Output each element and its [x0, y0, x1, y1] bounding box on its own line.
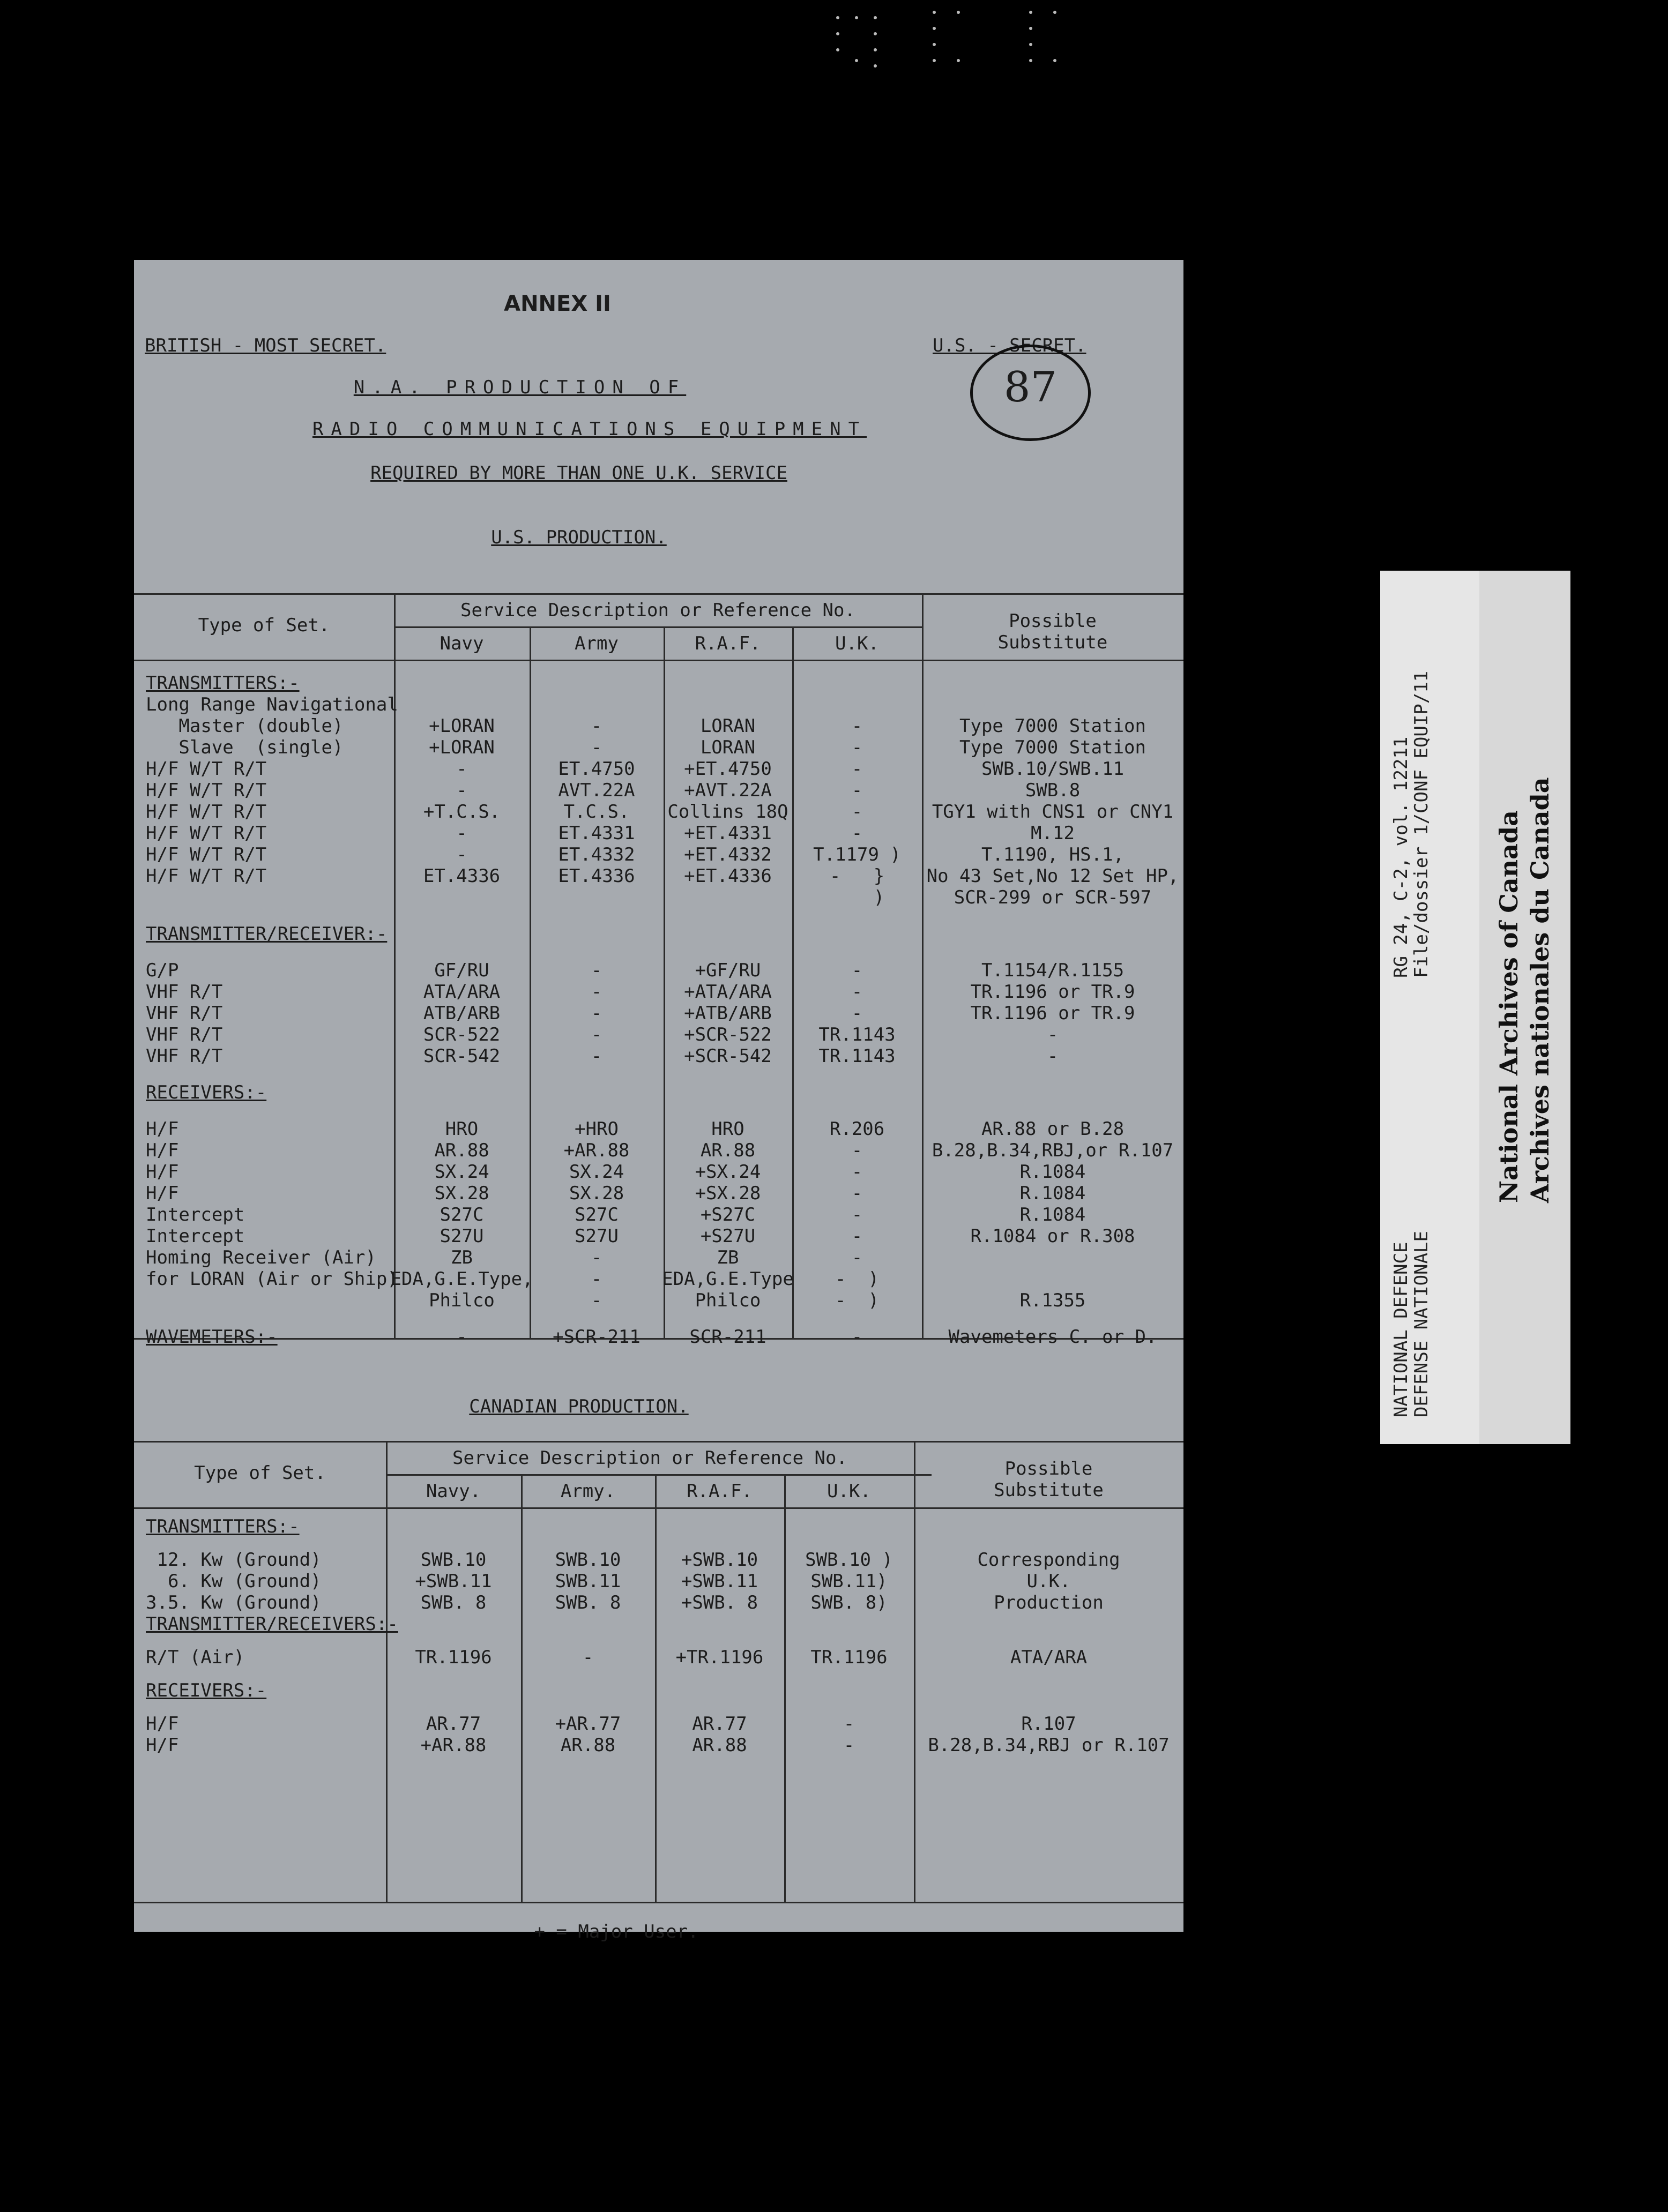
army-cell: -: [591, 1247, 602, 1268]
set-type: H/F: [146, 1183, 179, 1204]
file-dossier-reference: File/dossier 1/CONF EQUIP/11: [1411, 670, 1432, 978]
substitute-cell: -: [1047, 1024, 1059, 1045]
archives-name-french: Archives nationales du Canada: [1525, 777, 1554, 1203]
column-rule: [521, 1474, 523, 1902]
set-type: H/F: [146, 1118, 179, 1140]
substitute-cell: Wavemeters C. or D.: [948, 1326, 1157, 1348]
header-substitute: Substitute: [997, 632, 1108, 653]
header-type-of-set: Type of Set.: [198, 615, 330, 636]
set-type: H/F W/T R/T: [146, 758, 267, 780]
set-type: 6. Kw (Ground): [146, 1571, 322, 1592]
raf-cell: +TR.1196: [675, 1647, 764, 1668]
army-cell: -: [591, 737, 602, 758]
army-cell: SWB.11: [555, 1571, 621, 1592]
set-type: H/F: [146, 1161, 179, 1183]
substitute-cell: TR.1196 or TR.9: [970, 981, 1135, 1003]
set-type: H/F: [146, 1713, 179, 1735]
set-type: Long Range Navigational: [146, 694, 398, 715]
army-cell: +HRO: [575, 1118, 619, 1140]
uk-cell: SWB. 8): [810, 1592, 888, 1613]
raf-cell: +SWB.11: [681, 1571, 758, 1592]
raf-cell: +ET.4331: [684, 823, 772, 844]
section-label: TRANSMITTER/RECEIVERS:-: [146, 1613, 398, 1635]
set-type: 12. Kw (Ground): [146, 1549, 322, 1571]
uk-cell: -: [851, 758, 863, 780]
navy-cell: -: [456, 823, 467, 844]
navy-cell: -: [456, 844, 467, 865]
substitute-cell: SWB.10/SWB.11: [981, 758, 1125, 780]
raf-cell: Philco: [695, 1290, 761, 1311]
raf-cell: +SX.24: [695, 1161, 761, 1183]
uk-cell: -: [851, 1247, 863, 1268]
section-label: WAVEMETERS:-: [146, 1326, 278, 1348]
raf-cell: +SWB. 8: [681, 1592, 758, 1613]
set-type: H/F W/T R/T: [146, 780, 267, 801]
column-rule: [386, 1441, 388, 1902]
army-cell: ET.4750: [558, 758, 635, 780]
navy-cell: SX.24: [434, 1161, 489, 1183]
section-label: RECEIVERS:-: [146, 1680, 267, 1701]
navy-cell: GF/RU: [434, 960, 489, 981]
uk-cell: -: [851, 960, 863, 981]
substitute-cell: Corresponding: [977, 1549, 1120, 1571]
header-uk: U.K.: [827, 1481, 871, 1502]
set-type: Homing Receiver (Air): [146, 1247, 376, 1268]
set-type: VHF R/T: [146, 1003, 223, 1024]
column-rule: [914, 1441, 915, 1902]
uk-cell: -: [851, 715, 863, 737]
set-type: VHF R/T: [146, 981, 223, 1003]
uk-cell: T.1179 ): [813, 844, 901, 865]
uk-cell: -: [851, 981, 863, 1003]
raf-cell: Collins 18Q: [667, 801, 788, 823]
army-cell: +SCR-211: [553, 1326, 641, 1348]
army-cell: T.C.S.: [563, 801, 630, 823]
navy-cell: +LORAN: [429, 715, 495, 737]
raf-cell: +SWB.10: [681, 1549, 758, 1571]
raf-cell: LORAN: [700, 715, 756, 737]
uk-cell: -: [851, 801, 863, 823]
raf-cell: +GF/RU: [695, 960, 761, 981]
raf-cell: EDA,G.E.Type: [662, 1268, 794, 1290]
army-cell: ET.4331: [558, 823, 635, 844]
substitute-cell: SCR-299 or SCR-597: [954, 887, 1152, 908]
uk-cell: -: [851, 1161, 863, 1183]
frame-number-dots: [825, 0, 1083, 80]
us-production-heading: U.S. PRODUCTION.: [491, 527, 667, 548]
header-raf: R.A.F.: [695, 633, 761, 654]
defence-label-line-1: NATIONAL DEFENCE: [1390, 1242, 1412, 1417]
uk-cell: - ): [835, 1268, 879, 1290]
uk-cell: -: [851, 737, 863, 758]
raf-cell: +ATB/ARB: [684, 1003, 772, 1024]
set-type: Intercept: [146, 1204, 245, 1225]
set-type: Slave (single): [146, 737, 344, 758]
national-archives-label: [1479, 571, 1570, 1444]
column-rule: [922, 593, 924, 1338]
army-cell: -: [591, 1003, 602, 1024]
substitute-cell: R.1084: [1019, 1161, 1086, 1183]
uk-cell: ): [829, 887, 885, 908]
substitute-cell: R.1084: [1019, 1204, 1086, 1225]
substitute-cell: M.12: [1031, 823, 1075, 844]
raf-cell: ZB: [717, 1247, 739, 1268]
substitute-cell: B.28,B.34,RBJ or R.107: [928, 1735, 1170, 1756]
navy-cell: TR.1196: [415, 1647, 492, 1668]
defence-label-line-2: DEFENSE NATIONALE: [1411, 1231, 1432, 1417]
column-rule: [784, 1474, 786, 1902]
substitute-cell: B.28,B.34,RBJ,or R.107: [932, 1140, 1174, 1161]
substitute-cell: R.107: [1021, 1713, 1076, 1735]
navy-cell: AR.88: [434, 1140, 489, 1161]
set-type: for LORAN (Air or Ship): [146, 1268, 398, 1290]
raf-cell: +ET.4332: [684, 844, 772, 865]
substitute-cell: No 43 Set,No 12 Set HP,: [926, 865, 1179, 887]
army-cell: AR.88: [560, 1735, 616, 1756]
army-cell: -: [582, 1647, 594, 1668]
substitute-cell: R.1084: [1019, 1183, 1086, 1204]
substitute-cell: ATA/ARA: [1010, 1647, 1088, 1668]
footnote-major-user: + = Major User.: [534, 1921, 699, 1942]
navy-cell: -: [456, 1326, 467, 1348]
navy-cell: +SWB.11: [415, 1571, 492, 1592]
set-type: H/F W/T R/T: [146, 801, 267, 823]
substitute-cell: AR.88 or B.28: [981, 1118, 1125, 1140]
set-type: Intercept: [146, 1225, 245, 1247]
army-cell: -: [591, 1268, 602, 1290]
set-type: H/F: [146, 1140, 179, 1161]
raf-cell: HRO: [711, 1118, 744, 1140]
army-cell: -: [591, 960, 602, 981]
navy-cell: SX.28: [434, 1183, 489, 1204]
section-label: RECEIVERS:-: [146, 1082, 267, 1103]
header-raf: R.A.F.: [687, 1481, 753, 1502]
substitute-cell: TGY1 with CNS1 or CNY1: [932, 801, 1174, 823]
uk-cell: TR.1196: [810, 1647, 888, 1668]
substitute-cell: Type 7000 Station: [959, 715, 1146, 737]
column-rule: [655, 1474, 657, 1902]
set-type: H/F W/T R/T: [146, 865, 267, 887]
raf-cell: +ATA/ARA: [684, 981, 772, 1003]
uk-cell: -: [851, 823, 863, 844]
document-page: [134, 260, 1183, 1942]
substitute-cell: SWB.8: [1025, 780, 1081, 801]
canadian-production-heading: CANADIAN PRODUCTION.: [469, 1396, 689, 1417]
header-army: Army.: [560, 1481, 616, 1502]
table-top-rule: [134, 1441, 1183, 1443]
substitute-cell: Production: [994, 1592, 1104, 1613]
set-type: H/F: [146, 1735, 179, 1756]
uk-cell: -: [851, 1204, 863, 1225]
substitute-cell: R.1084 or R.308: [970, 1225, 1135, 1247]
raf-cell: +AVT.22A: [684, 780, 772, 801]
navy-cell: S27U: [440, 1225, 484, 1247]
annex-title: ANNEX II: [504, 292, 611, 316]
navy-cell: ZB: [451, 1247, 473, 1268]
raf-cell: +SCR-522: [684, 1024, 772, 1045]
uk-cell: -: [851, 1183, 863, 1204]
raf-cell: +S27C: [700, 1204, 756, 1225]
army-cell: ET.4336: [558, 865, 635, 887]
set-type: R/T (Air): [146, 1647, 245, 1668]
column-rule: [664, 626, 665, 1338]
raf-cell: AR.77: [692, 1713, 747, 1735]
army-cell: -: [591, 1045, 602, 1067]
archival-reference-label: [1380, 571, 1479, 1444]
uk-cell: -: [851, 1225, 863, 1247]
title-line-1: N.A. PRODUCTION OF: [353, 377, 687, 398]
header-type-of-set: Type of Set.: [194, 1462, 326, 1484]
uk-cell: SWB.11): [810, 1571, 888, 1592]
army-cell: SWB. 8: [555, 1592, 621, 1613]
army-cell: +AR.77: [555, 1713, 621, 1735]
us-classification: U.S. - SECRET.: [933, 335, 1086, 356]
set-type: G/P: [146, 960, 179, 981]
raf-cell: SCR-211: [689, 1326, 766, 1348]
column-rule: [530, 626, 531, 1338]
header-possible: Possible: [1004, 1458, 1093, 1479]
header-substitute: Substitute: [994, 1479, 1104, 1501]
header-bottom-rule: [134, 660, 1183, 661]
uk-cell: - ): [835, 1290, 879, 1311]
navy-cell: AR.77: [426, 1713, 481, 1735]
army-cell: AVT.22A: [558, 780, 635, 801]
army-cell: S27U: [575, 1225, 619, 1247]
uk-cell: SWB.10 ): [805, 1549, 893, 1571]
navy-cell: SCR-542: [423, 1045, 501, 1067]
set-type: H/F W/T R/T: [146, 823, 267, 844]
british-classification: BRITISH - MOST SECRET.: [145, 335, 386, 356]
header-service-description: Service Description or Reference No.: [452, 1447, 847, 1469]
raf-cell: +SCR-542: [684, 1045, 772, 1067]
set-type: Master (double): [146, 715, 344, 737]
section-label: TRANSMITTER/RECEIVER:-: [146, 923, 388, 945]
navy-cell: HRO: [445, 1118, 479, 1140]
substitute-cell: Type 7000 Station: [959, 737, 1146, 758]
uk-cell: R.206: [829, 1118, 885, 1140]
set-type: VHF R/T: [146, 1024, 223, 1045]
uk-cell: -: [851, 1140, 863, 1161]
column-rule: [792, 626, 794, 1338]
raf-cell: +ET.4336: [684, 865, 772, 887]
navy-cell: +T.C.S.: [423, 801, 501, 823]
uk-cell: -: [851, 780, 863, 801]
army-cell: +AR.88: [563, 1140, 630, 1161]
raf-cell: LORAN: [700, 737, 756, 758]
navy-cell: EDA,G.E.Type,: [390, 1268, 533, 1290]
header-bottom-rule: [134, 1507, 1183, 1509]
navy-cell: SWB.10: [420, 1549, 487, 1571]
substitute-cell: TR.1196 or TR.9: [970, 1003, 1135, 1024]
uk-cell: -: [843, 1713, 855, 1735]
navy-cell: -: [456, 758, 467, 780]
navy-cell: S27C: [440, 1204, 484, 1225]
section-label: TRANSMITTERS:-: [146, 672, 300, 694]
set-type: VHF R/T: [146, 1045, 223, 1067]
set-type: H/F W/T R/T: [146, 844, 267, 865]
navy-cell: SCR-522: [423, 1024, 501, 1045]
title-line-3: REQUIRED BY MORE THAN ONE U.K. SERVICE: [370, 462, 787, 484]
army-cell: -: [591, 1024, 602, 1045]
army-cell: S27C: [575, 1204, 619, 1225]
subheader-rule: [394, 626, 924, 628]
army-cell: ET.4332: [558, 844, 635, 865]
navy-cell: SWB. 8: [420, 1592, 487, 1613]
uk-cell: -: [843, 1735, 855, 1756]
raf-cell: AR.88: [692, 1735, 747, 1756]
army-cell: SX.24: [569, 1161, 624, 1183]
army-cell: -: [591, 981, 602, 1003]
set-type: 3.5. Kw (Ground): [146, 1592, 322, 1613]
raf-cell: +SX.28: [695, 1183, 761, 1204]
navy-cell: Philco: [429, 1290, 495, 1311]
uk-cell: TR.1143: [818, 1024, 896, 1045]
substitute-cell: R.1355: [1019, 1290, 1086, 1311]
substitute-cell: T.1154/R.1155: [981, 960, 1125, 981]
title-line-2: RADIO COMMUNICATIONS EQUIPMENT: [312, 419, 867, 440]
raf-cell: AR.88: [700, 1140, 756, 1161]
record-group-reference: RG 24, C-2, vol. 12211: [1390, 736, 1412, 978]
header-navy: Navy: [440, 633, 484, 654]
navy-cell: ATA/ARA: [423, 981, 501, 1003]
section-label: TRANSMITTERS:-: [146, 1516, 300, 1537]
army-cell: -: [591, 1290, 602, 1311]
raf-cell: +ET.4750: [684, 758, 772, 780]
navy-cell: ATB/ARB: [423, 1003, 501, 1024]
header-service-description: Service Description or Reference No.: [460, 600, 855, 621]
substitute-cell: -: [1047, 1045, 1059, 1067]
uk-cell: -: [851, 1326, 863, 1348]
table-bottom-rule: [134, 1902, 1183, 1903]
subheader-rule: [386, 1474, 932, 1476]
header-navy: Navy.: [426, 1481, 481, 1502]
navy-cell: +AR.88: [420, 1735, 487, 1756]
navy-cell: -: [456, 780, 467, 801]
header-army: Army: [575, 633, 619, 654]
substitute-cell: T.1190, HS.1,: [981, 844, 1125, 865]
uk-cell: TR.1143: [818, 1045, 896, 1067]
archives-name-english: National Archives of Canada: [1494, 810, 1523, 1203]
handwritten-folio-number: 87: [970, 345, 1091, 441]
army-cell: SWB.10: [555, 1549, 621, 1571]
table-top-rule: [134, 593, 1183, 595]
navy-cell: ET.4336: [423, 865, 501, 887]
uk-cell: - }: [829, 865, 885, 887]
raf-cell: +S27U: [700, 1225, 756, 1247]
navy-cell: +LORAN: [429, 737, 495, 758]
header-possible: Possible: [1009, 610, 1097, 632]
uk-cell: -: [851, 1003, 863, 1024]
army-cell: SX.28: [569, 1183, 624, 1204]
army-cell: -: [591, 715, 602, 737]
substitute-cell: U.K.: [1026, 1571, 1071, 1592]
header-uk: U.K.: [835, 633, 879, 654]
